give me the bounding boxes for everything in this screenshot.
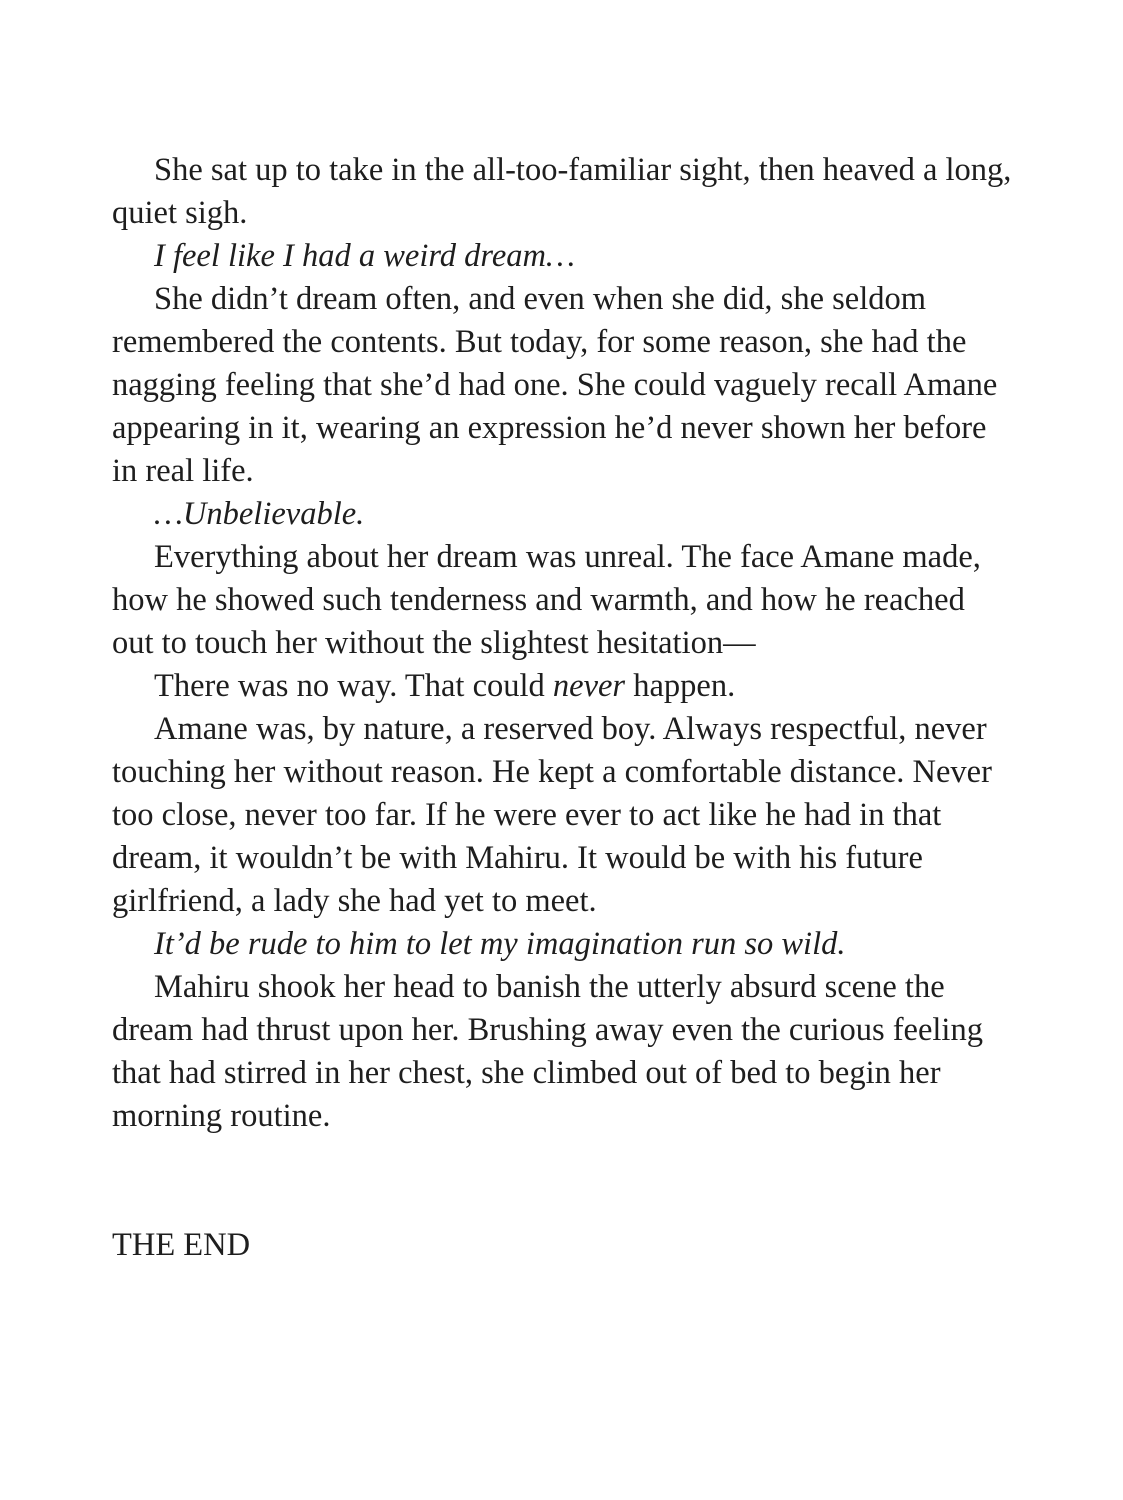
italic-text: …Unbelievable. — [154, 496, 365, 532]
italic-text: never — [552, 668, 626, 704]
paragraph — [112, 235, 1012, 278]
text-segment: Mahiru shook her head to banish the utterly absurd scene the dream had thrust upon her. Brushing away even the curious feeling that had stirred in her chest, she climbed out of bed to begin her morning routine. — [112, 969, 983, 1134]
text-segment: She didn’t dream often, and even when she did, she seldom remembered the contents. But today, for some reason, she had the nagging feeling that she’d had one. She could vaguely recall Amane appearing in it, wearing an expression he’d never shown her before in real life. — [112, 281, 998, 489]
paragraph — [112, 708, 1012, 923]
body-text — [112, 149, 1012, 1138]
text-segment: She sat up to take in the all-too-familiar sight, then heaved a long, quiet sigh. — [112, 152, 1012, 231]
italic-text: It’d be rude to him to let my imagination run so wild. — [154, 926, 846, 962]
text-segment: happen. — [625, 668, 736, 704]
paragraph — [112, 923, 1012, 966]
text-segment: There was no way. That could — [154, 668, 553, 704]
italic-text: I feel like I had a weird dream… — [154, 238, 575, 274]
paragraph — [112, 149, 1012, 235]
paragraph — [112, 966, 1012, 1138]
the-end-label: THE END — [112, 1227, 251, 1263]
text-segment: Amane was, by nature, a reserved boy. Always respectful, never touching her without reason. He kept a comfortable distance. Never too close, never too far. If he were ever to act like he had in that dream, it wouldn’t be with Mahiru. It would be with his future girlfriend, a lady she had yet to meet. — [112, 711, 992, 919]
text-segment: Everything about her dream was unreal. The face Amane made, how he showed such tenderness and warmth, and how he reached out to touch her without the slightest hesitation— — [112, 539, 981, 661]
paragraph — [112, 536, 1012, 665]
paragraph — [112, 665, 1012, 708]
paragraph — [112, 493, 1012, 536]
paragraph — [112, 278, 1012, 493]
